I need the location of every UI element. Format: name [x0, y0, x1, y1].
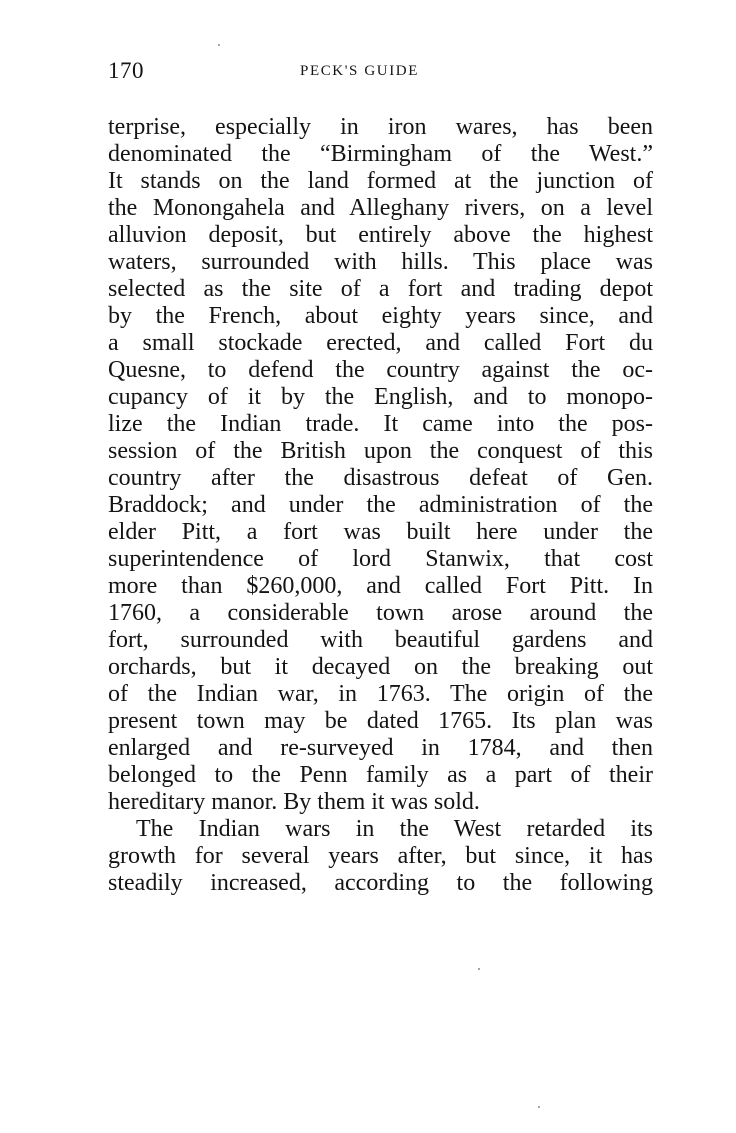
- paper-speck: [218, 44, 220, 46]
- text-line: elder Pitt, a fort was built here under the: [108, 519, 653, 545]
- text-line: hereditary manor. By them it was sold.: [108, 789, 480, 815]
- text-line: cupancy of it by the English, and to monopo-: [108, 384, 653, 410]
- text-line: 1760, a considerable town arose around the: [108, 600, 653, 626]
- text-line: of the Indian war, in 1763. The origin of the: [108, 681, 653, 707]
- text-line: country after the disastrous defeat of Gen.: [108, 465, 653, 491]
- paper-speck: [538, 1106, 540, 1108]
- text-line: fort, surrounded with beautiful gardens and: [108, 627, 653, 653]
- body-text: [108, 114, 653, 897]
- paper-speck: [478, 968, 480, 970]
- text-line: The Indian wars in the West retarded its: [136, 816, 653, 842]
- text-line: alluvion deposit, but entirely above the highest: [108, 222, 653, 248]
- paragraph-2: [108, 816, 653, 897]
- text-line: the Monongahela and Alleghany rivers, on a level: [108, 195, 653, 221]
- text-line: a small stockade erected, and called Fort du: [108, 330, 653, 356]
- text-line: orchards, but it decayed on the breaking out: [108, 654, 653, 680]
- text-line: Braddock; and under the administration of the: [108, 492, 653, 518]
- text-line: terprise, especially in iron wares, has been: [108, 114, 653, 140]
- text-line: denominated the “Birmingham of the West.”: [108, 141, 653, 167]
- text-line: present town may be dated 1765. Its plan was: [108, 708, 653, 734]
- text-line: lize the Indian trade. It came into the pos-: [108, 411, 653, 437]
- text-line: more than $260,000, and called Fort Pitt. In: [108, 573, 653, 599]
- text-line: steadily increased, according to the following: [108, 870, 653, 896]
- text-line: It stands on the land formed at the junction of: [108, 168, 653, 194]
- text-line: belonged to the Penn family as a part of their: [108, 762, 653, 788]
- text-line: enlarged and re-surveyed in 1784, and then: [108, 735, 653, 761]
- text-line: session of the British upon the conquest of this: [108, 438, 653, 464]
- page-number: 170: [108, 58, 144, 83]
- text-line: waters, surrounded with hills. This place was: [108, 249, 653, 275]
- text-line: by the French, about eighty years since, and: [108, 303, 653, 329]
- text-line: Quesne, to defend the country against the oc-: [108, 357, 653, 383]
- text-line: superintendence of lord Stanwix, that cost: [108, 546, 653, 572]
- running-head: PECK'S GUIDE: [300, 63, 419, 79]
- text-line: growth for several years after, but since, it has: [108, 843, 653, 869]
- paragraph-1: [108, 114, 653, 816]
- page-header: [108, 58, 653, 94]
- text-line: selected as the site of a fort and trading depot: [108, 276, 653, 302]
